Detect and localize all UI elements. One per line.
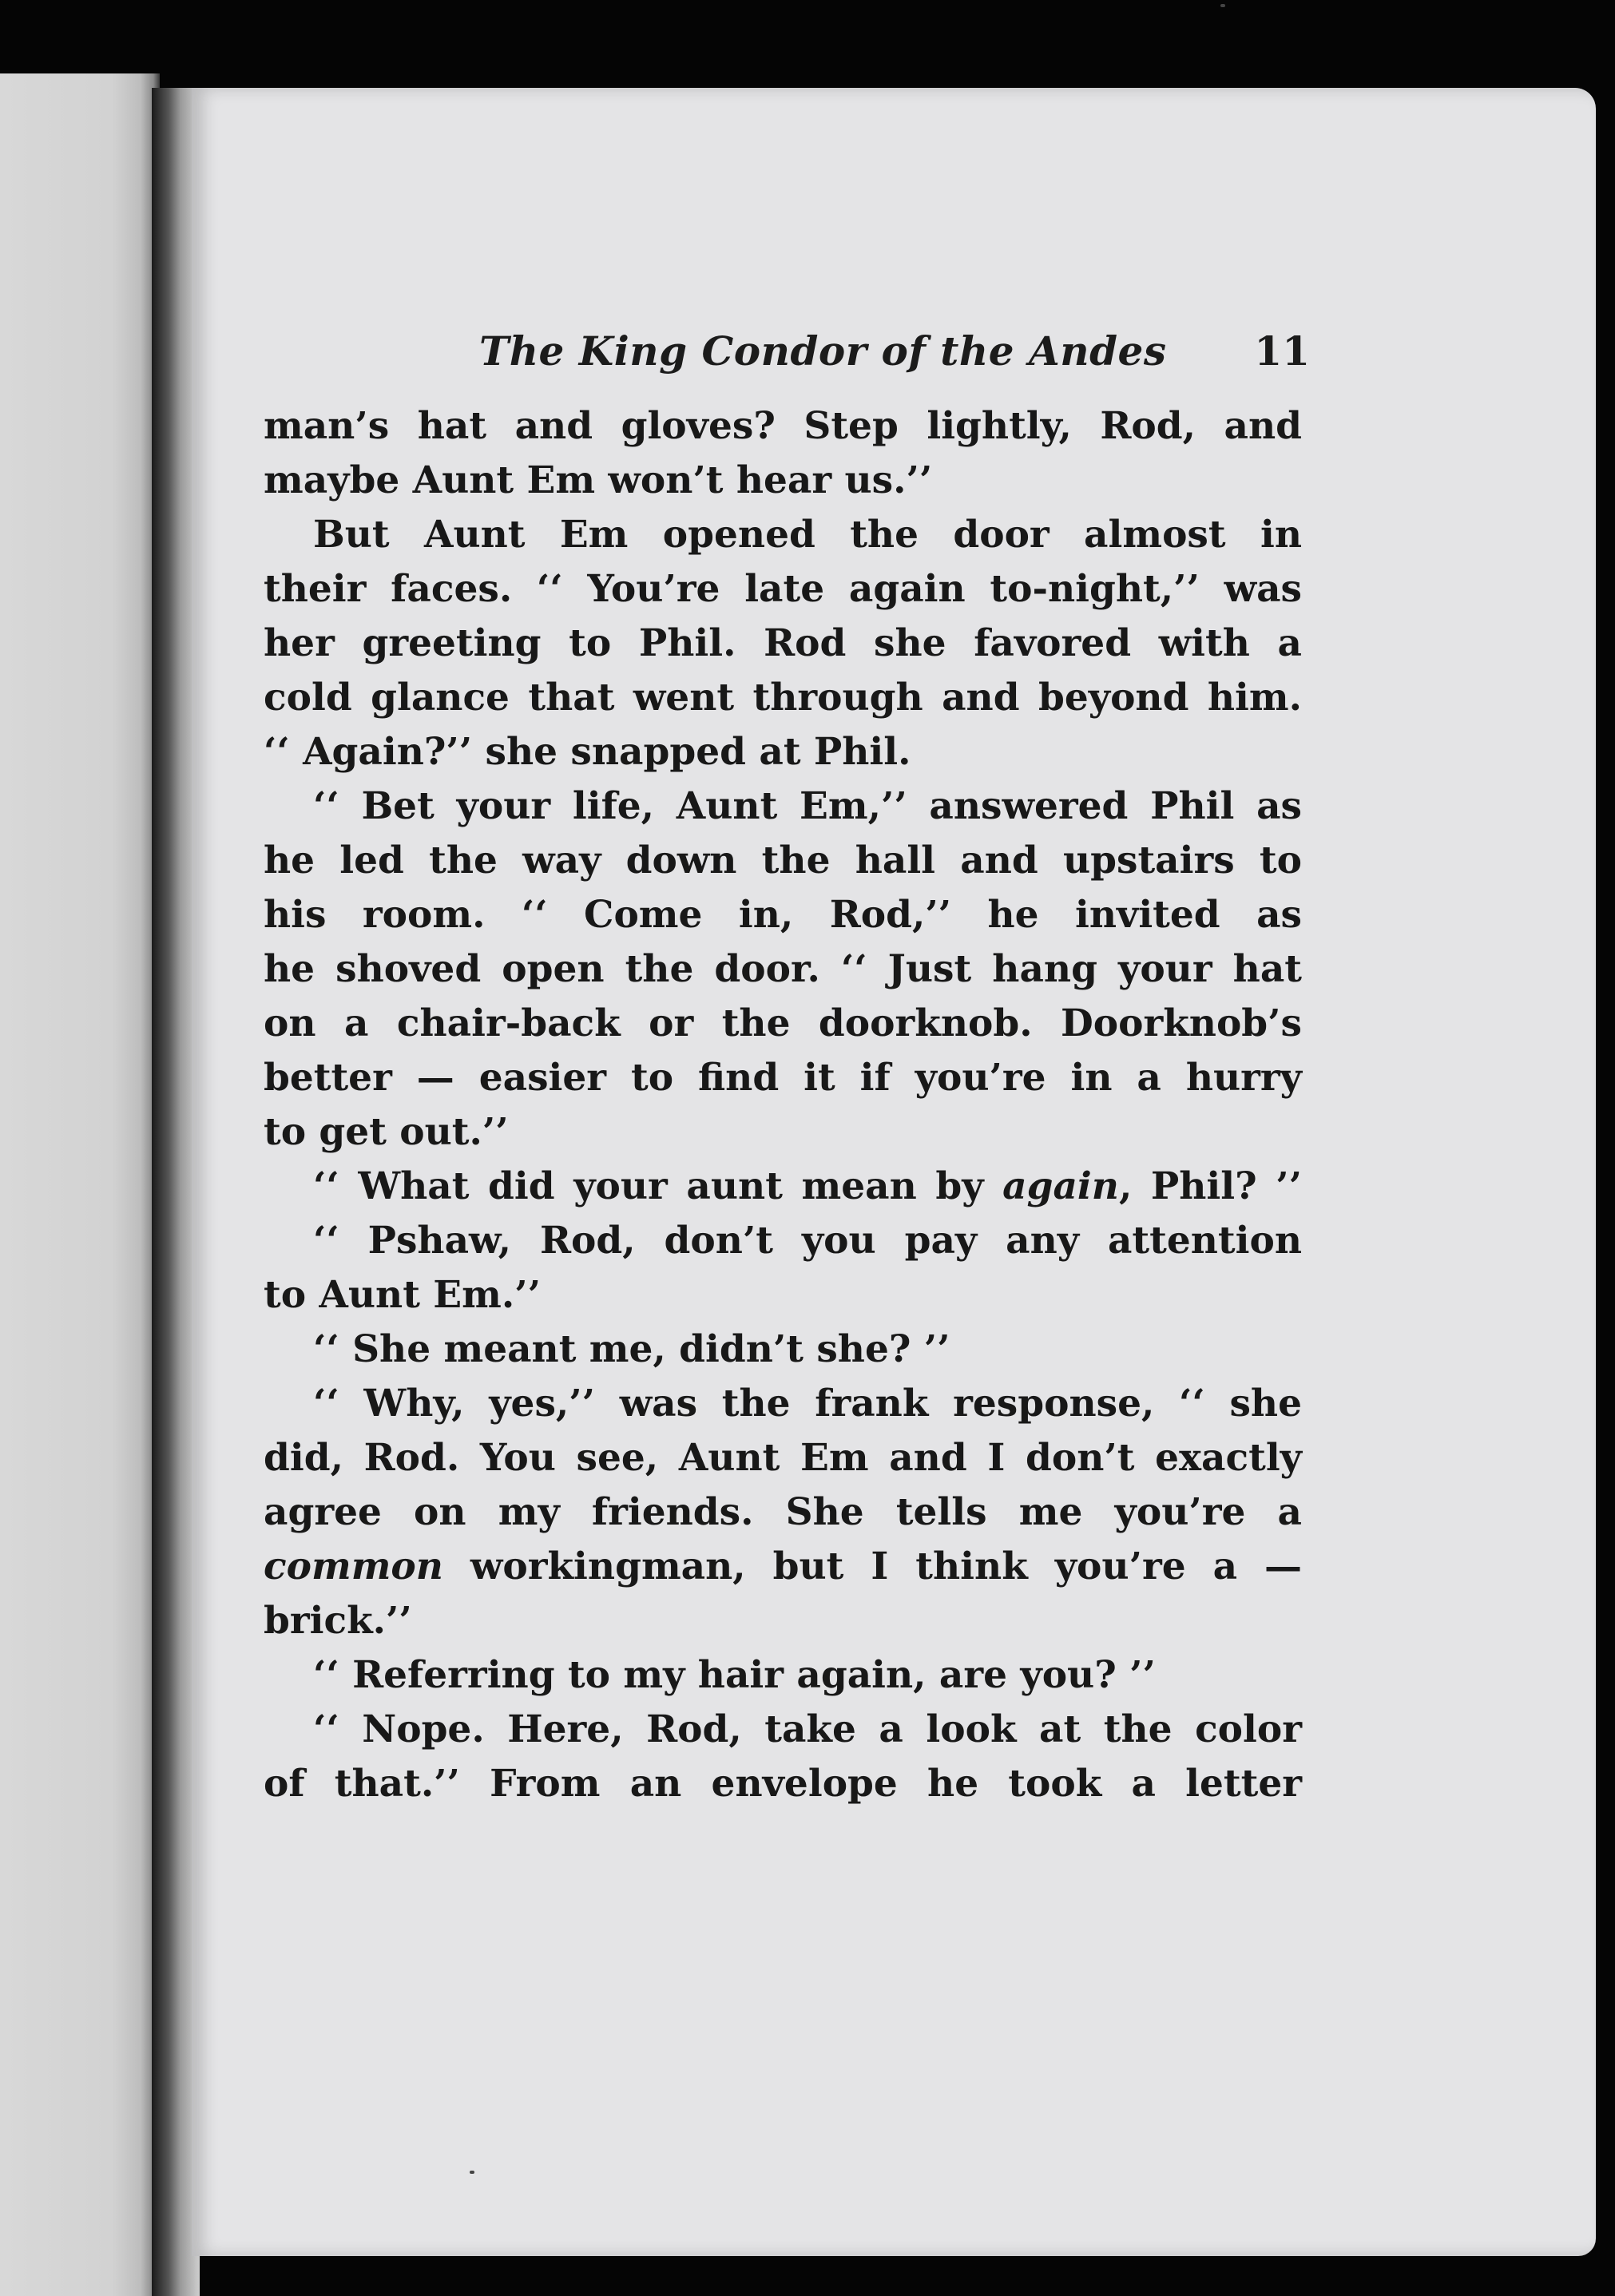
- text-line: [264, 562, 1302, 617]
- text-line: [264, 725, 1302, 779]
- text-line: [264, 1160, 1302, 1214]
- text-line: [264, 1214, 1302, 1268]
- text-run: to get out.’’: [264, 1110, 509, 1154]
- text-line: [264, 1377, 1302, 1431]
- text-run: their faces. ‘‘ You’re late again to-night,’’ was: [264, 567, 1302, 611]
- text-run: her greeting to Phil. Rod she favored with a: [264, 621, 1302, 665]
- text-run: ‘‘ Referring to my hair again, are you? ’’: [313, 1653, 1156, 1697]
- body-text: [264, 399, 1302, 1811]
- text-line: [264, 1485, 1302, 1540]
- text-line: [264, 1648, 1302, 1703]
- text-run: he led the way down the hall and upstairs to: [264, 839, 1302, 882]
- text-line: [264, 1757, 1302, 1811]
- text-run: to Aunt Em.’’: [264, 1273, 541, 1317]
- page-number: 11: [1254, 327, 1310, 375]
- text-run: brick.’’: [264, 1599, 412, 1643]
- italic-text: common: [264, 1545, 443, 1588]
- text-line: [264, 1540, 1302, 1594]
- facing-page-edge: [0, 73, 160, 2296]
- running-title: The King Condor of the Andes: [479, 327, 1167, 375]
- text-line: [264, 399, 1302, 454]
- text-line: [264, 942, 1302, 997]
- text-run: ‘‘ Nope. Here, Rod, take a look at the color: [313, 1707, 1302, 1751]
- text-run: ‘‘ Why, yes,’’ was the frank response, ‘‘ she: [313, 1382, 1302, 1426]
- text-line: [264, 671, 1302, 725]
- text-run: ‘‘ What did your aunt mean by: [313, 1164, 1003, 1208]
- text-run: agree on my friends. She tells me you’re a: [264, 1490, 1302, 1534]
- text-line: [264, 1322, 1302, 1377]
- text-run: of that.’’ From an envelope he took a letter: [264, 1762, 1302, 1806]
- page-header: [479, 327, 1310, 391]
- text-run: ‘‘ Pshaw, Rod, don’t you pay any attention: [313, 1219, 1302, 1263]
- text-line: [264, 1703, 1302, 1757]
- text-run: he shoved open the door. ‘‘ Just hang your hat: [264, 947, 1302, 991]
- text-line: [264, 834, 1302, 888]
- text-run: did, Rod. You see, Aunt Em and I don’t exactly: [264, 1436, 1302, 1480]
- text-line: [264, 454, 1302, 508]
- text-run: But Aunt Em opened the door almost in: [313, 513, 1302, 557]
- text-run: maybe Aunt Em won’t hear us.’’: [264, 458, 933, 502]
- text-run: man’s hat and gloves? Step lightly, Rod, and: [264, 404, 1302, 448]
- text-run: better — easier to find it if you’re in a hurry: [264, 1056, 1302, 1100]
- text-line: [264, 1105, 1302, 1160]
- text-run: ‘‘ She meant me, didn’t she? ’’: [313, 1327, 950, 1371]
- text-line: [264, 1431, 1302, 1485]
- text-line: [264, 1268, 1302, 1322]
- text-run: workingman, but I think you’re a —: [442, 1545, 1302, 1588]
- text-line: [264, 997, 1302, 1051]
- text-line: [264, 779, 1302, 834]
- text-line: [264, 888, 1302, 942]
- text-run: on a chair-back or the doorknob. Doorknob’s: [264, 1001, 1302, 1045]
- text-run: ‘‘ Again?’’ she snapped at Phil.: [264, 730, 911, 774]
- italic-text: again: [1002, 1164, 1119, 1208]
- speck: [1220, 4, 1225, 7]
- speck: [470, 2171, 474, 2174]
- text-line: [264, 1594, 1302, 1648]
- text-run: cold glance that went through and beyond him.: [264, 676, 1302, 720]
- text-run: ‘‘ Bet your life, Aunt Em,’’ answered Phil as: [313, 784, 1302, 828]
- text-line: [264, 1051, 1302, 1105]
- text-run: , Phil? ’’: [1118, 1164, 1303, 1208]
- text-run: his room. ‘‘ Come in, Rod,’’ he invited as: [264, 893, 1302, 937]
- text-line: [264, 508, 1302, 562]
- text-line: [264, 617, 1302, 671]
